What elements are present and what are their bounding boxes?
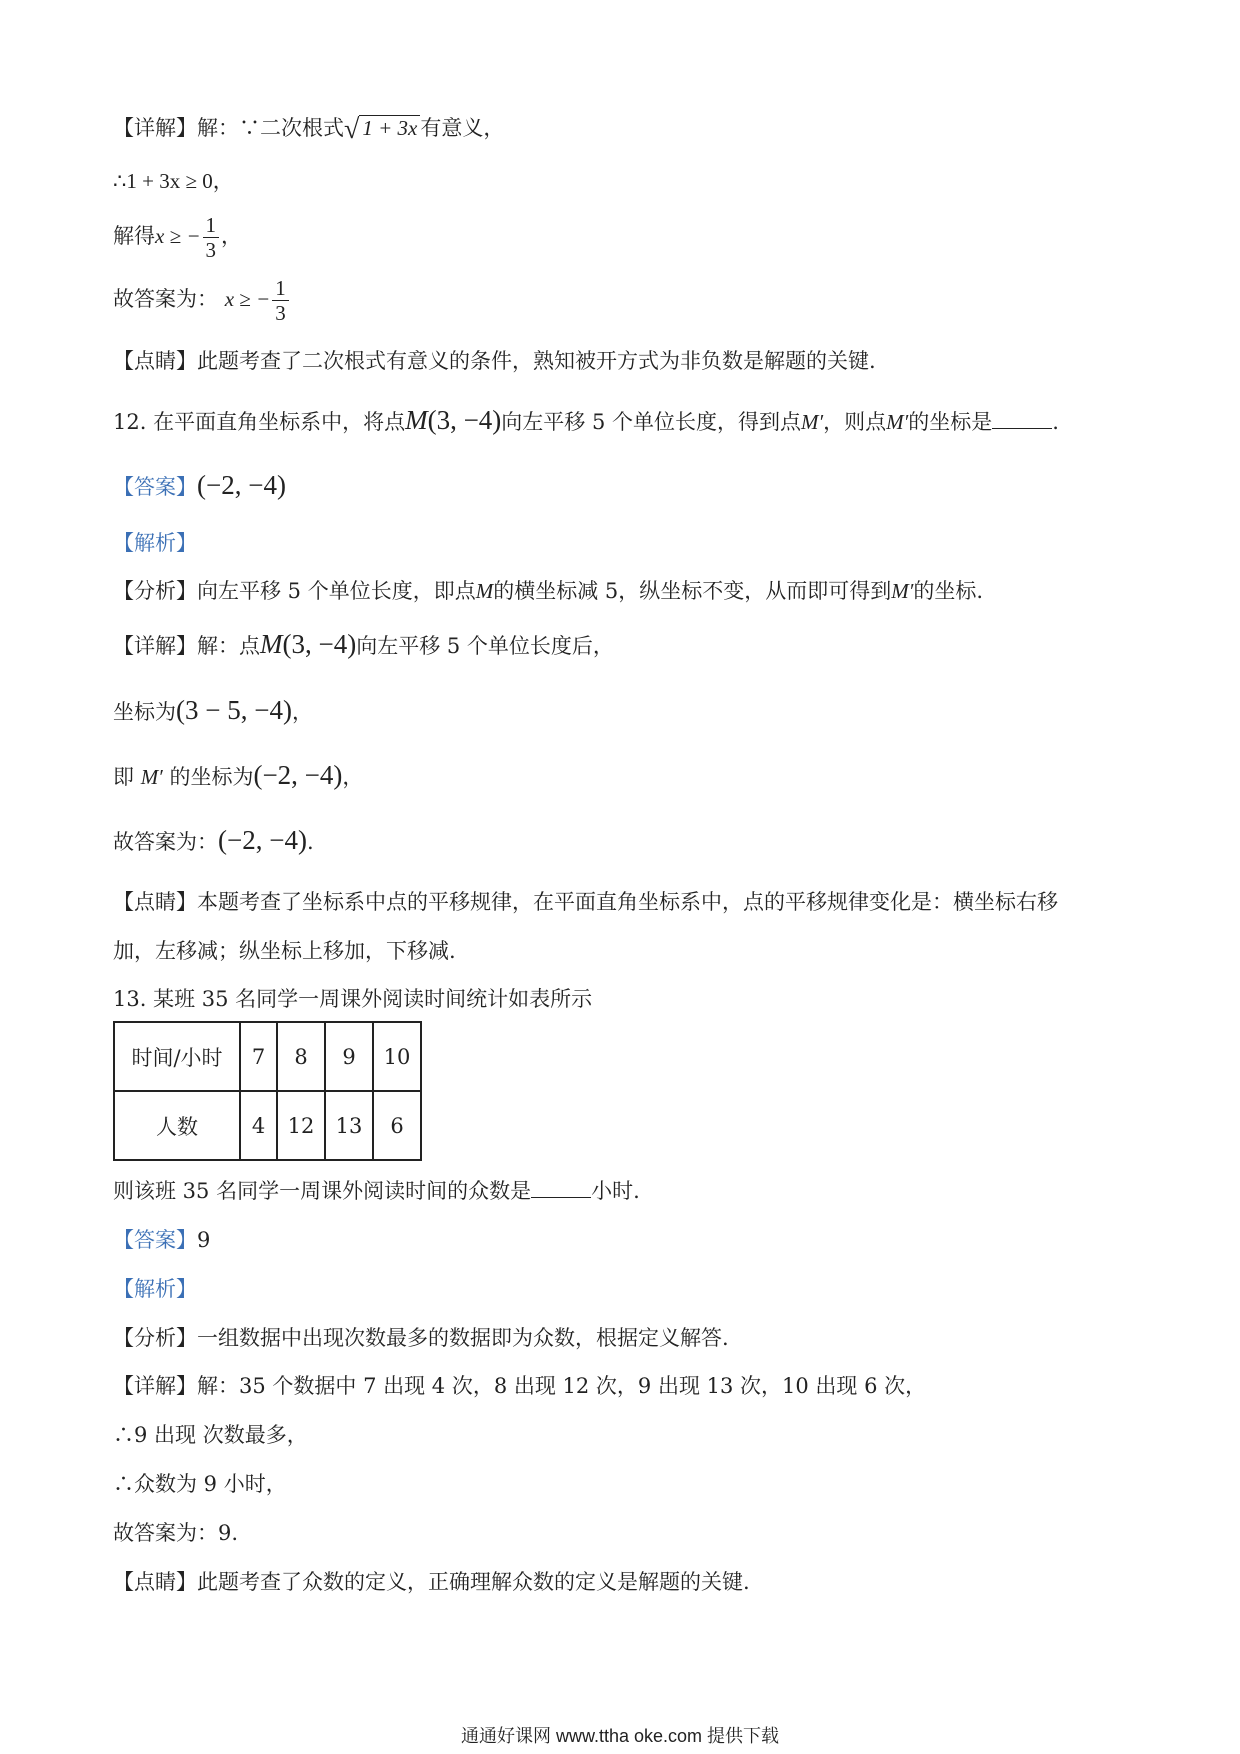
q13-tip <box>113 1567 750 1597</box>
tip-text: 此题考查了二次根式有意义的条件，熟知被开方式为非负数是解题的关键. <box>197 349 876 373</box>
comma: ， <box>221 224 243 248</box>
q11-answer <box>113 276 291 325</box>
q11-step1: ∴1 + 3x ≥ 0， <box>113 169 234 193</box>
q13-analysis-tag: 【解析】 <box>113 1277 197 1301</box>
q13-final: 故答案为：9. <box>113 1521 239 1545</box>
table-cell: 6 <box>373 1091 421 1160</box>
point-name: M <box>475 579 494 603</box>
comma: ， <box>342 765 364 789</box>
q13-ask <box>113 1176 640 1206</box>
period: . <box>1052 410 1059 434</box>
step-label: 坐标为 <box>113 700 176 724</box>
final-label: 故答案为： <box>113 830 218 854</box>
answer-blank <box>531 1179 591 1198</box>
fenxi-tag: 【分析】 <box>113 1326 197 1350</box>
q12-step1 <box>113 695 313 727</box>
q11-solve <box>113 213 242 262</box>
q13-answer <box>113 1225 210 1255</box>
table-header-cell: 时间/小时 <box>114 1022 240 1091</box>
detail-text: 解：∵二次根式 <box>197 116 344 140</box>
q12-step2 <box>113 760 363 792</box>
q13-fenxi <box>113 1323 729 1353</box>
fraction <box>272 276 289 325</box>
point-m-prime: M′ <box>801 410 824 434</box>
question-text: 12. 在平面直角坐标系中，将点 <box>113 410 406 434</box>
detail-text: 解：35 个数据中 7 出现 4 次，8 出现 12 次，9 出现 13 次，10 出现 6 次， <box>197 1374 927 1398</box>
q13-step2: ∴众数为 9 小时， <box>113 1472 287 1496</box>
fenxi-text: 向左平移 5 个单位长度，即点 <box>197 579 476 603</box>
step-label: 即 <box>113 765 134 789</box>
q11-detail <box>113 113 504 145</box>
tip-text: 本题考查了坐标系中点的平移规律，在平面直角坐标系中，点的平移规律变化是：横坐标右移 <box>197 890 1058 914</box>
step-expr: (3 − 5, −4) <box>176 695 292 725</box>
detail-tag: 【详解】 <box>113 1374 197 1398</box>
fenxi-text: 的坐标. <box>913 579 984 603</box>
q12-tip-line1 <box>113 887 1058 917</box>
q12-answer <box>113 470 286 502</box>
step-label: 的坐标为 <box>169 765 254 789</box>
answer-value: 9 <box>197 1228 211 1252</box>
question-text: 的坐标是 <box>908 410 993 434</box>
table-header-cell: 人数 <box>114 1091 240 1160</box>
final-expr: (−2, −4) <box>218 825 307 855</box>
q11-tip <box>113 346 876 376</box>
q12-detail <box>113 629 614 661</box>
q13-detail <box>113 1371 926 1401</box>
table-row <box>114 1091 421 1160</box>
point-m-prime: M′ <box>891 579 914 603</box>
detail-text: 解：点 <box>197 634 260 658</box>
detail-text: 有意义， <box>420 116 505 140</box>
question-text: 向左平移 5 个单位长度，得到点 <box>501 410 802 434</box>
fraction-numerator: 1 <box>275 276 286 300</box>
fenxi-tag: 【分析】 <box>113 579 197 603</box>
radicand: 1 + 3x <box>359 115 420 140</box>
q12-question <box>113 405 1059 437</box>
point-m-prime: M′ <box>140 765 163 789</box>
fraction-denominator: 3 <box>203 237 220 262</box>
page-footer: 通通好课网 www.ttha oke.com 提供下载 <box>460 1726 780 1746</box>
q12-final <box>113 825 314 857</box>
q13-question: 13. 某班 35 名同学一周课外阅读时间统计如表所示 <box>113 987 593 1011</box>
table-cell: 9 <box>325 1022 373 1091</box>
answer-tag: 【答案】 <box>113 1228 197 1252</box>
ask-text: 则该班 35 名同学一周课外阅读时间的众数是 <box>113 1179 532 1203</box>
detail-tag: 【详解】 <box>113 116 197 140</box>
point-coord: (3, −4) <box>427 405 502 435</box>
answer-blank <box>992 410 1052 429</box>
table-cell: 13 <box>325 1091 373 1160</box>
tip-tag: 【点睛】 <box>113 349 197 373</box>
sqrt-expression: √ 1 + 3x <box>344 113 420 145</box>
step-expr: (−2, −4) <box>253 760 343 790</box>
period: . <box>306 830 314 854</box>
table-cell: 12 <box>277 1091 325 1160</box>
answer-value: (−2, −4) <box>197 470 286 500</box>
table-row <box>114 1022 421 1091</box>
question-text: ，则点 <box>823 410 887 434</box>
q12-fenxi <box>113 576 983 606</box>
q13-step1: ∴9 出现 次数最多， <box>113 1423 308 1447</box>
table-cell: 7 <box>240 1022 277 1091</box>
reading-time-table <box>113 1021 422 1161</box>
point-name: M <box>405 405 428 435</box>
fenxi-text: 一组数据中出现次数最多的数据即为众数，根据定义解答. <box>197 1326 729 1350</box>
fraction-denominator: 3 <box>272 300 289 325</box>
fenxi-text: 的横坐标减 5，纵坐标不变，从而即可得到 <box>493 579 892 603</box>
point-m-prime: M′ <box>886 410 909 434</box>
ask-text: 小时. <box>591 1179 640 1203</box>
tip-tag: 【点睛】 <box>113 1570 197 1594</box>
answer-label: 故答案为： <box>113 287 218 311</box>
comma: ， <box>291 700 313 724</box>
table-cell: 8 <box>277 1022 325 1091</box>
solve-label: 解得 <box>113 224 155 248</box>
ineq-lhs: x ≥ − <box>224 287 271 311</box>
fraction <box>203 213 220 262</box>
ineq-lhs: x ≥ − <box>155 224 201 248</box>
tip-tag: 【点睛】 <box>113 890 197 914</box>
q12-tip-line2: 加，左移减；纵坐标上移加，下移减. <box>113 939 456 963</box>
detail-text: 向左平移 5 个单位长度后， <box>356 634 614 658</box>
tip-text: 此题考查了众数的定义，正确理解众数的定义是解题的关键. <box>197 1570 750 1594</box>
point-coord: (3, −4) <box>282 629 357 659</box>
table-cell: 4 <box>240 1091 277 1160</box>
fraction-numerator: 1 <box>205 213 217 237</box>
q12-analysis-tag: 【解析】 <box>113 531 197 555</box>
point-name: M <box>260 629 283 659</box>
answer-tag: 【答案】 <box>113 475 197 499</box>
detail-tag: 【详解】 <box>113 634 197 658</box>
table-cell: 10 <box>373 1022 421 1091</box>
